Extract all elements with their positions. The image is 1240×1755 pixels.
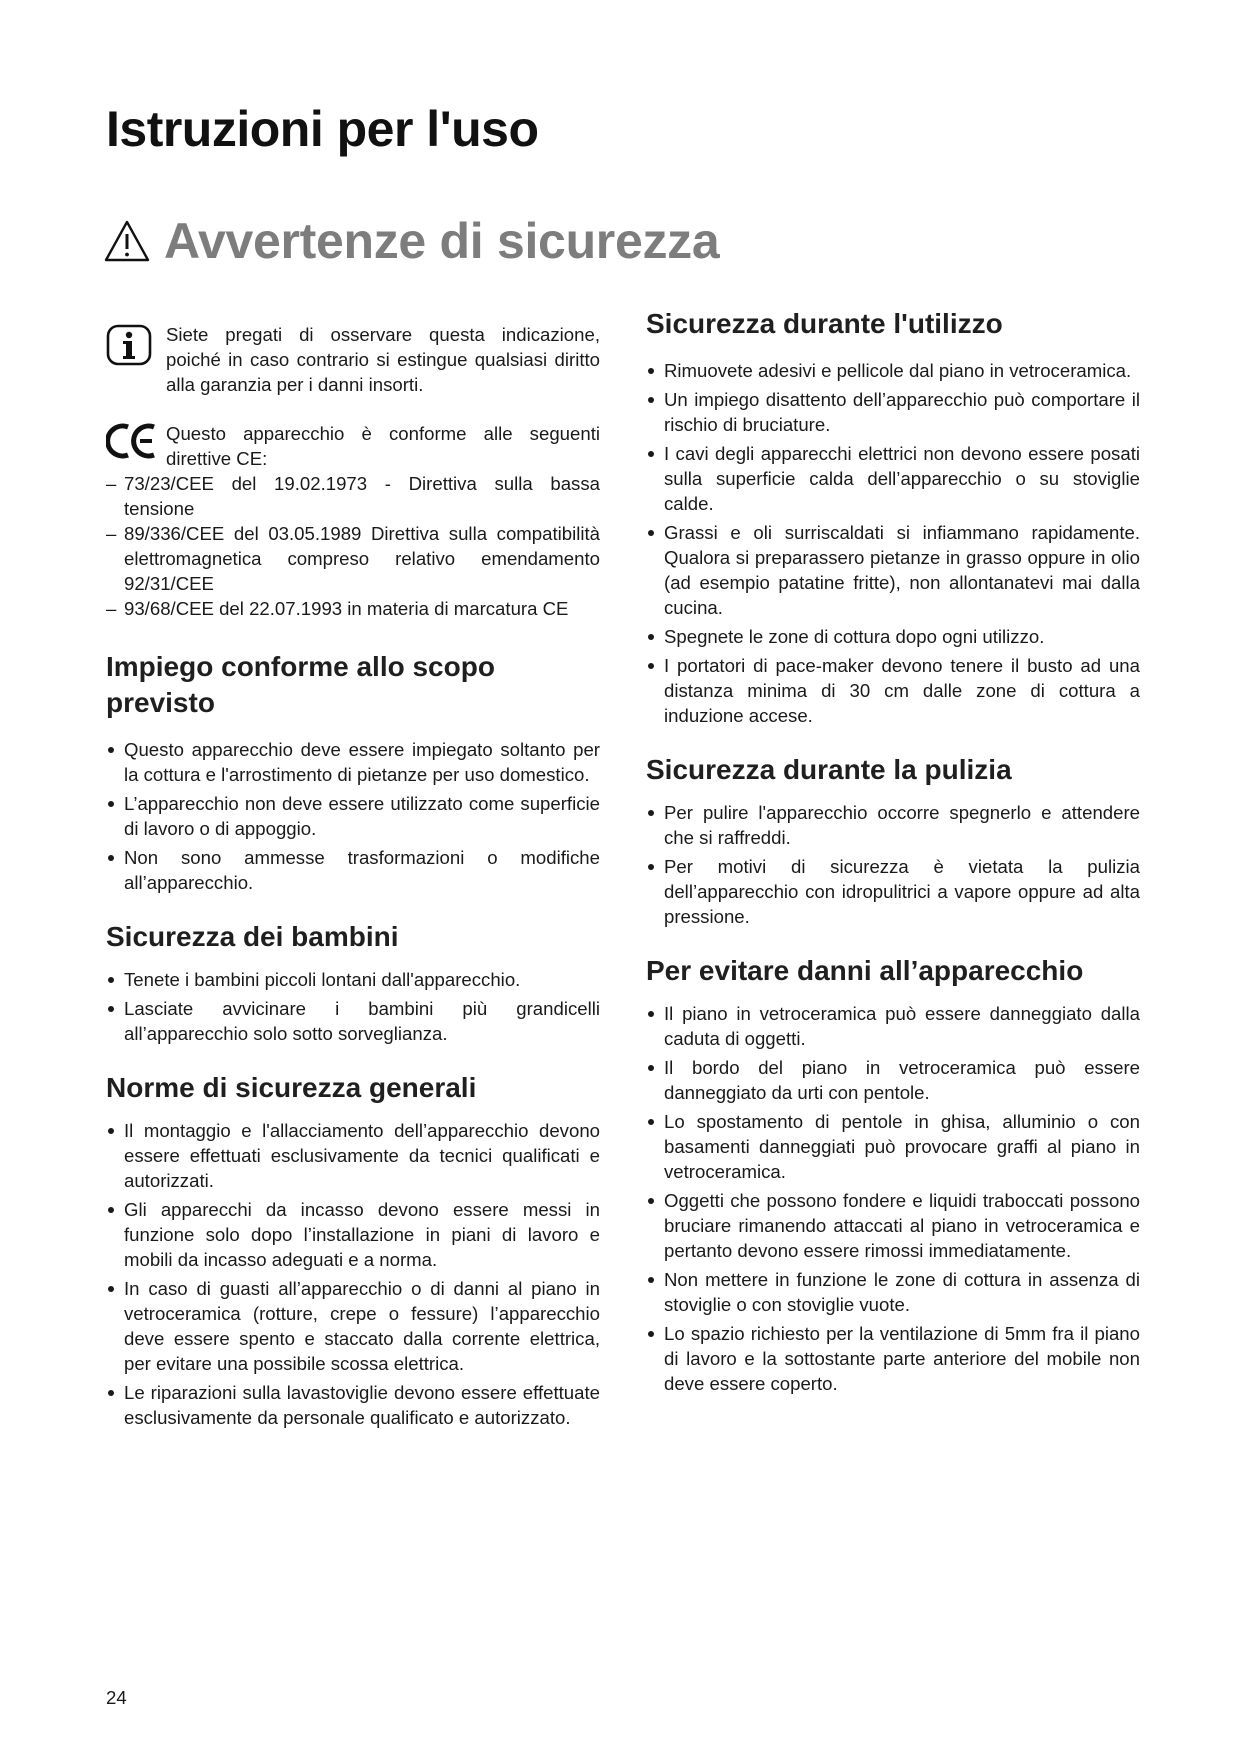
ce-notice-text: Questo apparecchio è conforme alle seguenti direttive CE: — [166, 423, 600, 469]
section-child-safety — [106, 919, 600, 1046]
list-item: Rimuovete adesivi e pellicole dal piano in vetroceramica. — [646, 358, 1140, 383]
list-item: Le riparazioni sulla lavastoviglie devono essere effettuate esclusivamente da personale qualificato e autorizzato. — [106, 1380, 600, 1430]
bullet-list — [106, 1118, 600, 1430]
list-item: I portatori di pace-maker devono tenere il busto ad una distanza minima di 30 cm dalle zone di cottura a induzione accese. — [646, 653, 1140, 728]
section-title — [104, 212, 719, 270]
list-item: Non mettere in funzione le zone di cottura in assenza di stoviglie o con stoviglie vuote. — [646, 1267, 1140, 1317]
section-title-text: Avvertenze di sicurezza — [164, 213, 720, 269]
list-item: Un impiego disattento dell’apparecchio può comportare il rischio di bruciature. — [646, 387, 1140, 437]
list-item: Grassi e oli surriscaldati si infiammano rapidamente. Qualora si preparassero pietanze in grasso oppure in olio (ad esempio patatine fritte), non allontanatevi mai dalla cucina. — [646, 520, 1140, 620]
list-item: Il montaggio e l'allacciamento dell’apparecchio devono essere effettuati esclusivamente da tecnici qualificati e autorizzati. — [106, 1118, 600, 1193]
ce-mark-icon — [106, 421, 160, 461]
section-cleaning-safety — [646, 752, 1140, 929]
section-heading: Impiego conforme allo scopo previsto — [106, 651, 495, 718]
list-item: Per pulire l'apparecchio occorre spegnerlo e attendere che si raffreddi. — [646, 800, 1140, 850]
list-item: Spegnete le zone di cottura dopo ogni utilizzo. — [646, 624, 1140, 649]
list-item: L’apparecchio non deve essere utilizzato come superficie di lavoro o di appoggio. — [106, 791, 600, 841]
section-heading: Per evitare danni all’apparecchio — [646, 955, 1084, 986]
list-item: In caso di guasti all’apparecchio o di danni al piano in vetroceramica (rotture, crepe o fessure) l’apparecchio deve essere spento e staccato dalla corrente elettrica, per evitare una possibile scossa elettrica. — [106, 1276, 600, 1376]
list-item: Il bordo del piano in vetroceramica può essere danneggiato da urti con pentole. — [646, 1055, 1140, 1105]
list-item: Tenete i bambini piccoli lontani dall'apparecchio. — [106, 967, 600, 992]
left-column — [106, 322, 600, 1434]
list-item: Il piano in vetroceramica può essere danneggiato dalla caduta di oggetti. — [646, 1001, 1140, 1051]
bullet-list — [106, 967, 600, 1046]
list-item: Lo spazio richiesto per la ventilazione di 5mm fra il piano di lavoro e la sottostante parte anteriore del mobile non deve essere coperto. — [646, 1321, 1140, 1396]
page-title: Istruzioni per l'uso — [106, 101, 539, 157]
bullet-list — [646, 1001, 1140, 1396]
directive-list — [106, 471, 600, 621]
section-general-safety — [106, 1070, 600, 1430]
list-item: Per motivi di sicurezza è vietata la pulizia dell’apparecchio con idropulitrici a vapore oppure ad alta pressione. — [646, 854, 1140, 929]
ce-notice — [106, 421, 600, 621]
list-item: Gli apparecchi da incasso devono essere messi in funzione solo dopo l’installazione in piani di lavoro e mobili da incasso adeguati e a norma. — [106, 1197, 600, 1272]
section-heading: Norme di sicurezza generali — [106, 1072, 477, 1103]
info-notice-text: Siete pregati di osservare questa indicazione, poiché in caso contrario si estingue qualsiasi diritto alla garanzia per i danni insorti. — [166, 324, 600, 395]
section-heading: Sicurezza durante l'utilizzo — [646, 308, 1003, 339]
list-item: Oggetti che possono fondere e liquidi traboccati possono bruciare rimanendo attaccati al piano in vetroceramica e pertanto devono essere rimossi immediatamente. — [646, 1188, 1140, 1263]
section-intended-use — [106, 649, 600, 895]
page-number: 24 — [106, 1687, 127, 1708]
bullet-list — [106, 737, 600, 895]
directive-item: – 89/336/CEE del 03.05.1989 Direttiva sulla compatibilità elettromagnetica compreso relativo emendamento 92/31/CEE — [106, 521, 600, 596]
section-damage-prevention — [646, 953, 1140, 1396]
bullet-list — [646, 800, 1140, 929]
section-heading: Sicurezza dei bambini — [106, 921, 399, 952]
section-usage-safety — [646, 306, 1140, 728]
directive-item: – 93/68/CEE del 22.07.1993 in materia di marcatura CE — [106, 596, 600, 621]
list-item: Lo spostamento di pentole in ghisa, alluminio o con basamenti danneggiati può provocare graffi al piano in vetroceramica. — [646, 1109, 1140, 1184]
list-item: Questo apparecchio deve essere impiegato soltanto per la cottura e l'arrostimento di pietanze per uso domestico. — [106, 737, 600, 787]
directive-item: – 73/23/CEE del 19.02.1973 - Direttiva sulla bassa tensione — [106, 471, 600, 521]
right-column — [646, 306, 1140, 1400]
info-notice — [106, 322, 600, 397]
bullet-list — [646, 358, 1140, 728]
list-item: I cavi degli apparecchi elettrici non devono essere posati sulla superficie calda dell’apparecchio o su stoviglie calde. — [646, 441, 1140, 516]
warning-triangle-icon — [104, 220, 150, 262]
list-item: Non sono ammesse trasformazioni o modifiche all’apparecchio. — [106, 845, 600, 895]
list-item: Lasciate avvicinare i bambini più grandicelli all’apparecchio solo sotto sorveglianza. — [106, 996, 600, 1046]
info-icon — [106, 324, 152, 366]
section-heading: Sicurezza durante la pulizia — [646, 754, 1012, 785]
